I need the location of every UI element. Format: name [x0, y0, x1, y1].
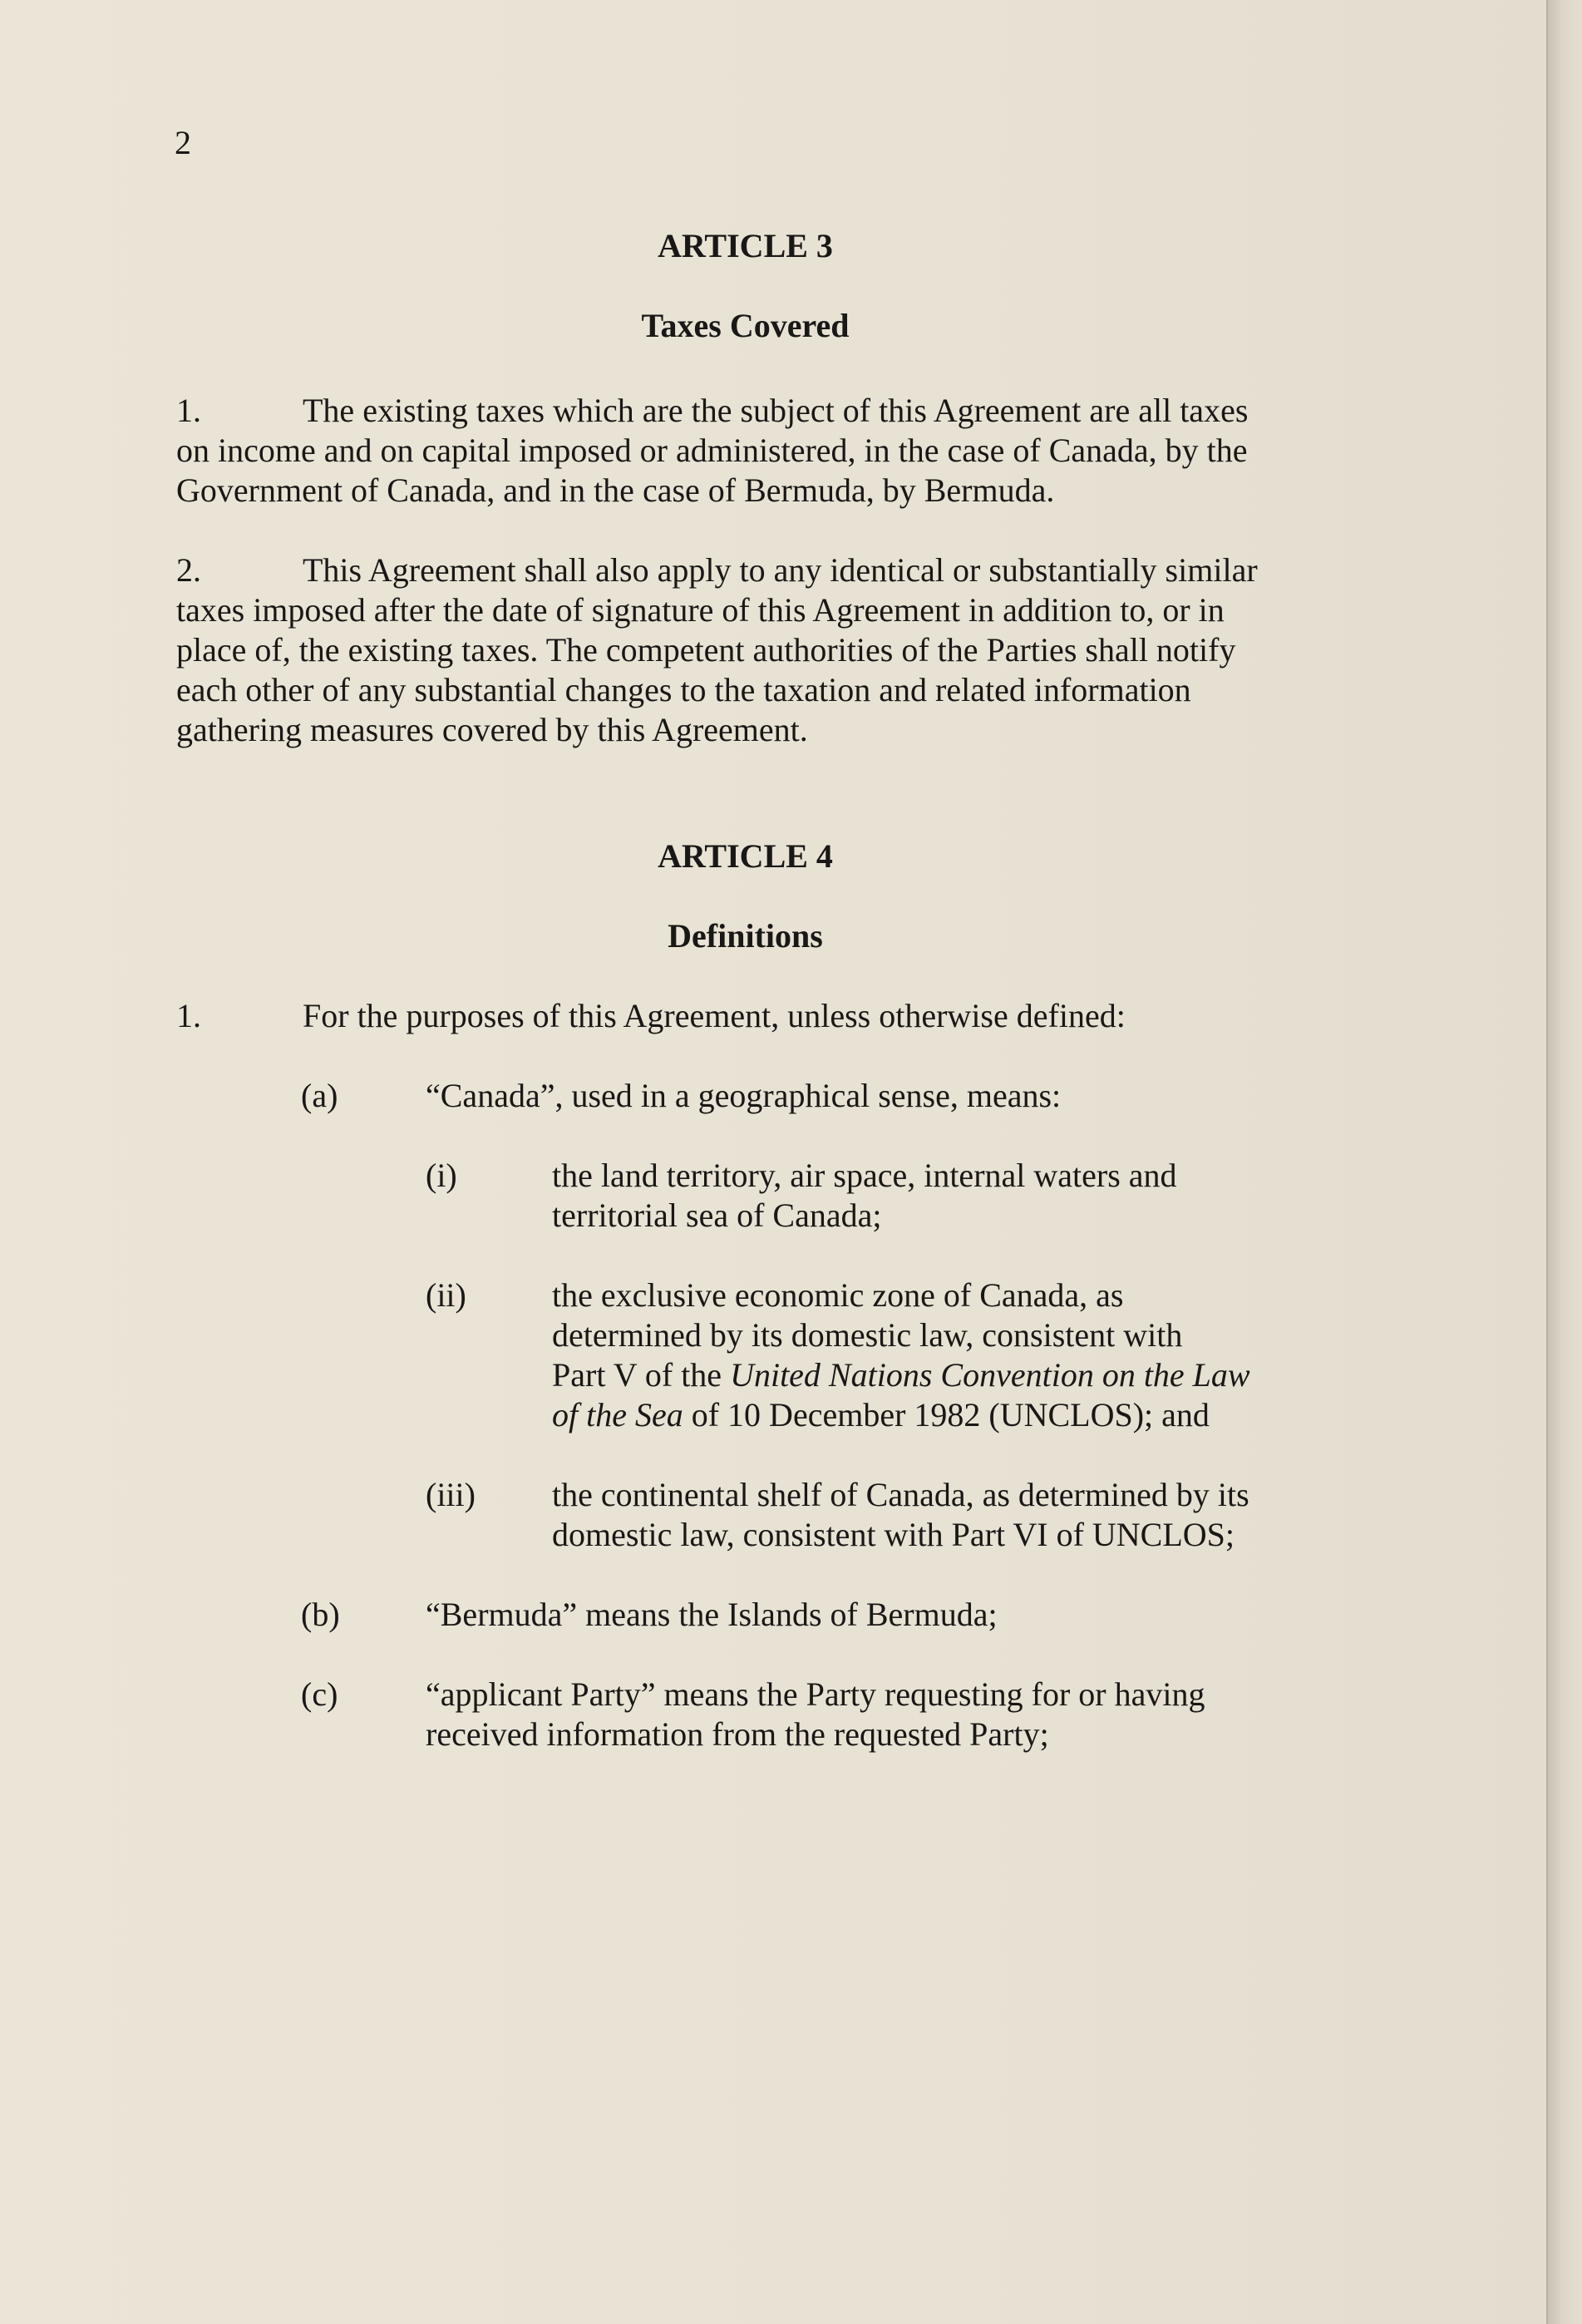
paragraph-text: For the purposes of this Agreement, unless otherwise defined: — [303, 997, 1126, 1034]
item-line: territorial sea of Canada; — [552, 1197, 882, 1234]
item-line: received information from the requested Party; — [426, 1715, 1049, 1753]
item-line: determined by its domestic law, consistent with — [552, 1316, 1183, 1354]
article-3-paragraph-2 — [176, 550, 1323, 750]
convention-title: of the Sea — [552, 1396, 683, 1433]
paragraph-line: The existing taxes which are the subject of this Agreement are all taxes — [303, 392, 1249, 429]
definition-item-ii — [426, 1275, 1340, 1435]
item-line — [552, 1355, 1333, 1395]
page-edge — [1546, 0, 1582, 2324]
paragraph-line: This Agreement shall also apply to any identical or substantially similar — [303, 551, 1258, 589]
item-text — [552, 1156, 1333, 1236]
item-text — [426, 1675, 1332, 1754]
item-text — [552, 1475, 1333, 1555]
definition-item-iii — [426, 1475, 1340, 1555]
paragraph-number: 1. — [176, 392, 201, 429]
article-3-heading: ARTICLE 3 — [658, 227, 833, 264]
item-text-segment: Part V of the — [552, 1356, 731, 1394]
article-4-subheading: Definitions — [668, 917, 823, 955]
item-label: (b) — [301, 1596, 340, 1633]
page-number: 2 — [175, 124, 191, 161]
paragraph-line: on income and on capital imposed or administered, in the case of Canada, by the — [176, 432, 1248, 469]
item-text: “Canada”, used in a geographical sense, means: — [426, 1077, 1062, 1114]
definition-item-i — [426, 1156, 1340, 1236]
item-line: domestic law, consistent with Part VI of UNCLOS; — [552, 1516, 1235, 1553]
paragraph-number: 2. — [176, 551, 201, 589]
item-label: (i) — [426, 1157, 457, 1194]
item-line: “applicant Party” means the Party requesting for or having — [426, 1675, 1205, 1713]
paragraph-line: place of, the existing taxes. The competent authorities of the Parties shall notify — [176, 631, 1236, 669]
convention-title: United Nations Convention on the Law — [730, 1356, 1250, 1394]
paragraph-line: taxes imposed after the date of signature of this Agreement in addition to, or in — [176, 591, 1225, 629]
definition-item-c — [301, 1675, 1340, 1754]
item-label: (iii) — [426, 1476, 476, 1513]
item-text-segment: of 10 December 1982 (UNCLOS); and — [683, 1396, 1210, 1433]
article-3-paragraph-1 — [176, 391, 1323, 511]
item-line — [552, 1395, 1333, 1435]
item-text: “Bermuda” means the Islands of Bermuda; — [426, 1596, 998, 1633]
item-text — [552, 1275, 1333, 1435]
paragraph-line: each other of any substantial changes to the taxation and related information — [176, 671, 1191, 708]
article-3-subheading: Taxes Covered — [641, 307, 850, 344]
item-line: the continental shelf of Canada, as determined by its — [552, 1476, 1249, 1513]
item-line: the exclusive economic zone of Canada, as — [552, 1276, 1124, 1314]
paragraph-number: 1. — [176, 997, 201, 1034]
item-label: (a) — [301, 1077, 338, 1114]
item-line: the land territory, air space, internal waters and — [552, 1157, 1177, 1194]
paragraph-line: Government of Canada, and in the case of Bermuda, by Bermuda. — [176, 471, 1055, 509]
item-label: (ii) — [426, 1276, 466, 1314]
item-label: (c) — [301, 1675, 338, 1713]
article-4-heading: ARTICLE 4 — [658, 837, 833, 875]
paragraph-line: gathering measures covered by this Agreement. — [176, 711, 808, 748]
